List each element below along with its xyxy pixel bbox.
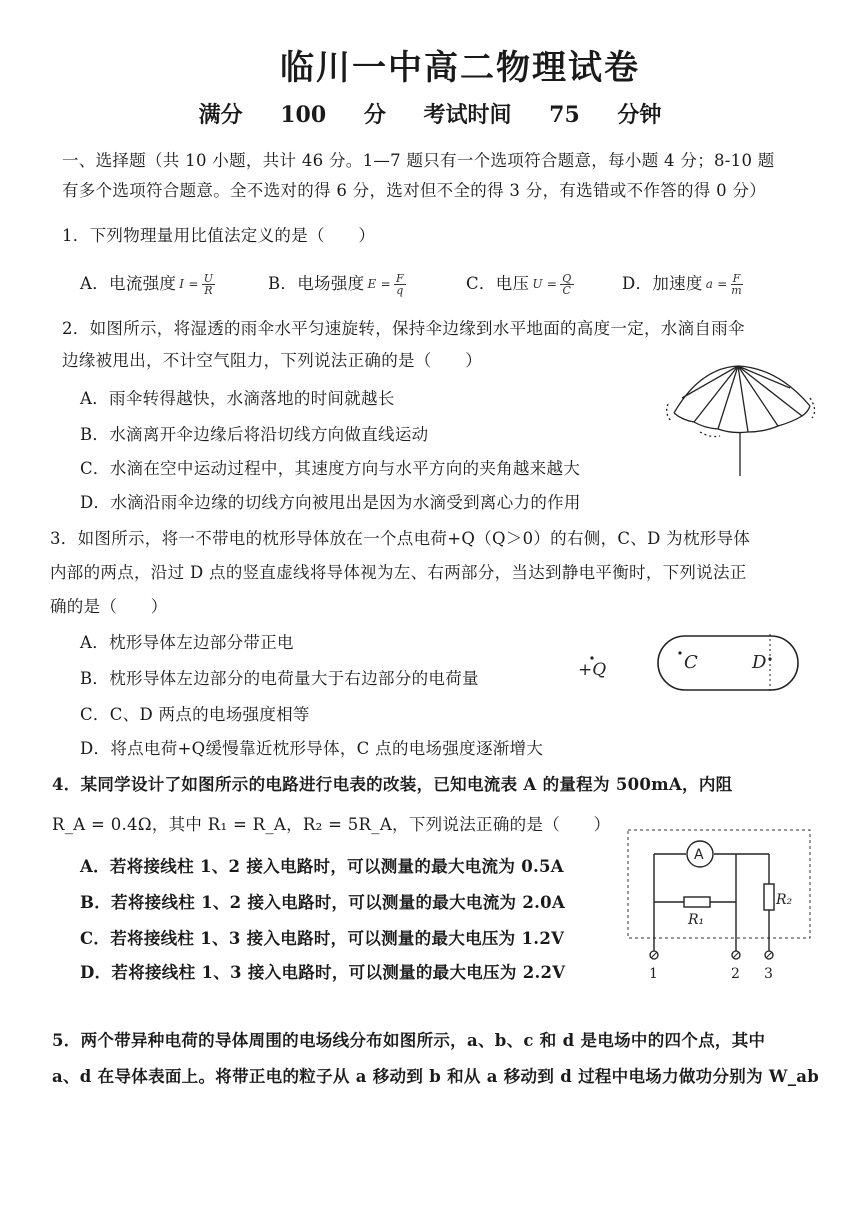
r2-label: R₂ bbox=[776, 892, 793, 908]
q1-option-b-lhs: E = bbox=[367, 277, 391, 291]
ammeter-label: A bbox=[694, 847, 704, 863]
q1-option-b-label: B．电场强度 bbox=[268, 274, 365, 293]
q3-stem-line-1: 3．如图所示，将一不带电的枕形导体放在一个点电荷+Q（Q＞0）的右侧，C、D 为枕形导体 bbox=[50, 529, 751, 548]
q1-stem: 1．下列物理量用比值法定义的是（ ） bbox=[62, 226, 376, 245]
q3-option-b: B．枕形导体左边部分的电荷量大于右边部分的电荷量 bbox=[80, 669, 479, 688]
q2-option-c: C．水滴在空中运动过程中，其速度方向与水平方向的夹角越来越大 bbox=[80, 459, 581, 478]
q4-option-b: B．若将接线柱 1、2 接入电路时，可以测量的最大电流为 2.0A bbox=[80, 893, 566, 912]
terminal-2-label: 2 bbox=[731, 966, 740, 982]
q1-option-c-lhs: U = bbox=[532, 277, 558, 291]
q2-stem-line-1: 2．如图所示，将湿透的雨伞水平匀速旋转，保持伞边缘到水平地面的高度一定，水滴自雨伞 bbox=[62, 319, 745, 338]
q1-option-c bbox=[466, 273, 574, 296]
q3-option-a: A．枕形导体左边部分带正电 bbox=[80, 633, 294, 652]
q4-option-c: C．若将接线柱 1、3 接入电路时，可以测量的最大电压为 1.2V bbox=[80, 929, 565, 948]
q4-option-a: A．若将接线柱 1、2 接入电路时，可以测量的最大电流为 0.5A bbox=[80, 857, 564, 876]
circuit-box bbox=[628, 830, 810, 938]
q1-option-a-fraction: $\frac{U}{R}$ bbox=[203, 272, 214, 297]
q2-stem-line-2: 边缘被甩出，不计空气阻力，下列说法正确的是（ ） bbox=[62, 351, 482, 370]
pillow-conductor bbox=[658, 636, 798, 690]
circuit-figure bbox=[624, 826, 814, 986]
conductor-figure bbox=[570, 628, 810, 700]
charge-label: +Q bbox=[578, 660, 607, 680]
umbrella-figure bbox=[660, 358, 820, 480]
q3-stem-line-3: 确的是（ ） bbox=[50, 597, 168, 616]
page-title: 临川一中高二物理试卷 bbox=[280, 48, 640, 88]
q1-option-d bbox=[622, 273, 743, 296]
q3-option-d: D．将点电荷+Q缓慢靠近枕形导体，C 点的电场强度逐渐增大 bbox=[80, 739, 544, 758]
q1-option-d-lhs: a = bbox=[705, 277, 728, 291]
q1-option-a-lhs: I = bbox=[179, 277, 199, 291]
q1-option-c-fraction: $\frac{Q}{C}$ bbox=[562, 272, 572, 297]
q2-option-b: B．水滴离开伞边缘后将沿切线方向做直线运动 bbox=[80, 425, 429, 444]
point-d-dot bbox=[768, 657, 771, 660]
terminal-3-label: 3 bbox=[764, 966, 773, 982]
q1-option-b-fraction: $\frac{F}{q}$ bbox=[395, 272, 404, 297]
q2-option-a: A．雨伞转得越快，水滴落地的时间就越长 bbox=[80, 389, 395, 408]
q4-stem-line-1: 4．某同学设计了如图所示的电路进行电表的改装，已知电流表 A 的量程为 500mA，内阻 bbox=[52, 775, 733, 794]
section-instruction-line-2: 有多个选项符合题意。全不选对的得 6 分，选对但不全的得 3 分，有选错或不作答的得 0 分） bbox=[62, 181, 767, 200]
q5-stem-line-2: a、d 在导体表面上。将带正电的粒子从 a 移动到 b 和从 a 移动到 d 过程中电场力做功分别为 W_ab bbox=[52, 1067, 820, 1086]
q3-stem-line-2: 内部的两点，沿过 D 点的竖直虚线将导体视为左、右两部分，当达到静电平衡时，下列说法正 bbox=[50, 563, 747, 582]
exam-info: 满分 100 分 考试时间 75 分钟 bbox=[198, 102, 662, 128]
r1-label: R₁ bbox=[688, 912, 705, 928]
q1-option-d-fraction: $\frac{F}{m}$ bbox=[731, 272, 742, 297]
q3-option-c: C．C、D 两点的电场强度相等 bbox=[80, 705, 310, 724]
q4-stem-line-2: R_A = 0.4Ω，其中 R₁ = R_A，R₂ = 5R_A，下列说法正确的是（ ） bbox=[52, 815, 611, 834]
q5-stem-line-1: 5．两个带异种电荷的导体周围的电场线分布如图所示，a、b、c 和 d 是电场中的四个点，其中 bbox=[52, 1031, 766, 1050]
q1-option-c-label: C．电压 bbox=[466, 274, 530, 293]
point-d-label: D bbox=[752, 652, 767, 673]
point-c-label: C bbox=[684, 652, 698, 673]
q1-option-b bbox=[268, 273, 406, 296]
q1-option-a bbox=[80, 273, 215, 296]
q4-option-d: D．若将接线柱 1、3 接入电路时，可以测量的最大电压为 2.2V bbox=[80, 963, 566, 982]
q1-option-a-label: A．电流强度 bbox=[80, 274, 177, 293]
resistor-r1 bbox=[684, 897, 710, 907]
terminal-1-label: 1 bbox=[649, 966, 658, 982]
resistor-r2 bbox=[764, 884, 774, 910]
q1-option-d-label: D．加速度 bbox=[622, 274, 703, 293]
section-instruction-line-1: 一、选择题（共 10 小题，共计 46 分。1—7 题只有一个选项符合题意，每小题 4 分；8-10 题 bbox=[62, 151, 775, 170]
q2-option-d: D．水滴沿雨伞边缘的切线方向被甩出是因为水滴受到离心力的作用 bbox=[80, 493, 581, 512]
point-c-dot bbox=[678, 651, 681, 654]
